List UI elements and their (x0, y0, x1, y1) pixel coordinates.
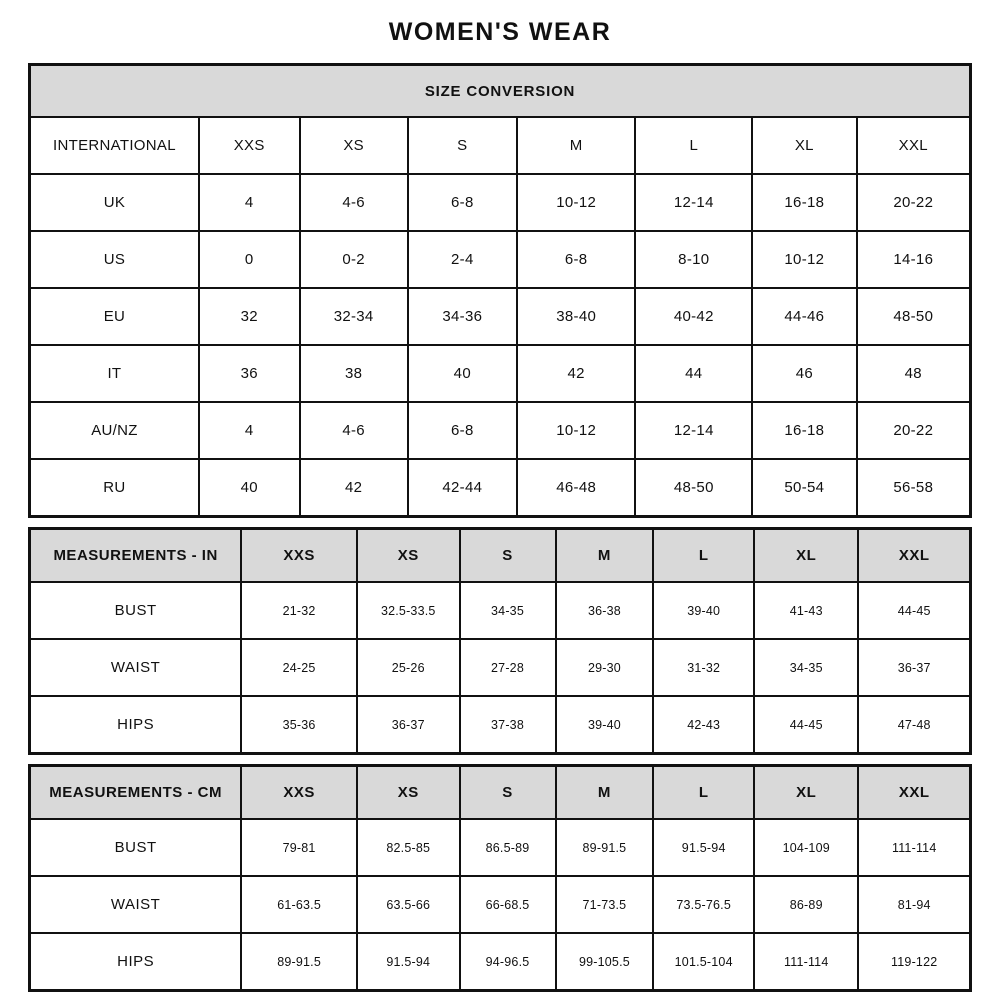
table-row (30, 288, 971, 345)
column-header: XXL (858, 529, 970, 583)
measurements-in-header-row (30, 529, 971, 583)
row-label: HIPS (30, 933, 242, 991)
measurement-cell: 91.5-94 (653, 819, 754, 876)
table-row (30, 639, 971, 696)
measurement-cell: 47-48 (858, 696, 970, 754)
table-row (30, 402, 971, 459)
size-cell: 10-12 (752, 231, 856, 288)
size-cell: XXL (857, 117, 971, 174)
measurement-cell: 36-38 (556, 582, 654, 639)
size-cell: 36 (199, 345, 300, 402)
measurement-cell: 37-38 (460, 696, 556, 754)
size-cell: 12-14 (635, 174, 752, 231)
size-cell: 38 (300, 345, 408, 402)
measurement-cell: 79-81 (241, 819, 357, 876)
column-header: M (556, 766, 654, 820)
measurement-cell: 119-122 (858, 933, 970, 991)
size-cell: 4 (199, 174, 300, 231)
column-header: XL (754, 529, 858, 583)
measurement-cell: 29-30 (556, 639, 654, 696)
size-cell: 44 (635, 345, 752, 402)
table-row (30, 696, 971, 754)
size-cell: 42-44 (408, 459, 517, 517)
row-label: RU (30, 459, 199, 517)
measurement-cell: 42-43 (653, 696, 754, 754)
measurement-cell: 86-89 (754, 876, 858, 933)
measurement-cell: 66-68.5 (460, 876, 556, 933)
size-cell: 12-14 (635, 402, 752, 459)
size-cell: 16-18 (752, 402, 856, 459)
column-header: S (460, 766, 556, 820)
size-cell: 10-12 (517, 174, 636, 231)
measurement-cell: 104-109 (754, 819, 858, 876)
measurement-cell: 91.5-94 (357, 933, 460, 991)
column-header: L (653, 529, 754, 583)
measurement-cell: 27-28 (460, 639, 556, 696)
measurement-cell: 71-73.5 (556, 876, 654, 933)
measurement-cell: 35-36 (241, 696, 357, 754)
measurement-cell: 111-114 (754, 933, 858, 991)
table-gap (28, 518, 972, 527)
column-header: XS (357, 766, 460, 820)
size-cell: 20-22 (857, 174, 971, 231)
measurement-cell: 41-43 (754, 582, 858, 639)
measurement-cell: 94-96.5 (460, 933, 556, 991)
measurements-cm-title: MEASUREMENTS - CM (30, 766, 242, 820)
measurement-cell: 25-26 (357, 639, 460, 696)
size-cell: 48-50 (635, 459, 752, 517)
measurement-cell: 36-37 (357, 696, 460, 754)
size-cell: 2-4 (408, 231, 517, 288)
measurement-cell: 31-32 (653, 639, 754, 696)
column-header: XL (754, 766, 858, 820)
size-cell: 4 (199, 402, 300, 459)
size-cell: 44-46 (752, 288, 856, 345)
measurement-cell: 73.5-76.5 (653, 876, 754, 933)
column-header: M (556, 529, 654, 583)
size-cell: 40 (408, 345, 517, 402)
size-cell: 6-8 (517, 231, 636, 288)
size-cell: 4-6 (300, 402, 408, 459)
size-cell: S (408, 117, 517, 174)
row-label: UK (30, 174, 199, 231)
size-cell: 6-8 (408, 174, 517, 231)
table-row (30, 231, 971, 288)
row-label: AU/NZ (30, 402, 199, 459)
size-cell: 0 (199, 231, 300, 288)
measurement-cell: 39-40 (653, 582, 754, 639)
size-cell: 46-48 (517, 459, 636, 517)
size-cell: 50-54 (752, 459, 856, 517)
table-row (30, 459, 971, 517)
column-header: S (460, 529, 556, 583)
size-cell: 6-8 (408, 402, 517, 459)
size-cell: XS (300, 117, 408, 174)
row-label: WAIST (30, 876, 242, 933)
size-cell: 48-50 (857, 288, 971, 345)
measurement-cell: 34-35 (460, 582, 556, 639)
table-row (30, 117, 971, 174)
size-cell: 10-12 (517, 402, 636, 459)
measurement-cell: 101.5-104 (653, 933, 754, 991)
column-header: XXS (241, 529, 357, 583)
row-label: US (30, 231, 199, 288)
measurement-cell: 99-105.5 (556, 933, 654, 991)
size-cell: 8-10 (635, 231, 752, 288)
measurements-cm-header-row (30, 766, 971, 820)
measurement-cell: 24-25 (241, 639, 357, 696)
size-cell: 16-18 (752, 174, 856, 231)
size-cell: 20-22 (857, 402, 971, 459)
row-label: IT (30, 345, 199, 402)
page-title: WOMEN'S WEAR (388, 18, 612, 46)
measurement-cell: 61-63.5 (241, 876, 357, 933)
measurement-cell: 34-35 (754, 639, 858, 696)
row-label: INTERNATIONAL (30, 117, 199, 174)
size-conversion-header-row (30, 65, 971, 118)
table-row (30, 876, 971, 933)
size-cell: 0-2 (300, 231, 408, 288)
size-cell: 38-40 (517, 288, 636, 345)
measurements-cm-table (28, 764, 972, 992)
size-cell: 48 (857, 345, 971, 402)
size-cell: XXS (199, 117, 300, 174)
table-row (30, 582, 971, 639)
measurement-cell: 36-37 (858, 639, 970, 696)
measurement-cell: 89-91.5 (556, 819, 654, 876)
measurement-cell: 89-91.5 (241, 933, 357, 991)
size-cell: 40-42 (635, 288, 752, 345)
size-cell: L (635, 117, 752, 174)
table-row (30, 174, 971, 231)
column-header: XXS (241, 766, 357, 820)
size-cell: 14-16 (857, 231, 971, 288)
row-label: EU (30, 288, 199, 345)
table-gap (28, 755, 972, 764)
measurement-cell: 39-40 (556, 696, 654, 754)
size-cell: 42 (517, 345, 636, 402)
measurements-in-title: MEASUREMENTS - IN (30, 529, 242, 583)
size-cell: 32-34 (300, 288, 408, 345)
measurement-cell: 86.5-89 (460, 819, 556, 876)
row-label: HIPS (30, 696, 242, 754)
row-label: WAIST (30, 639, 242, 696)
measurements-in-table (28, 527, 972, 755)
table-row (30, 819, 971, 876)
column-header: L (653, 766, 754, 820)
measurement-cell: 44-45 (754, 696, 858, 754)
row-label: BUST (30, 582, 242, 639)
measurement-cell: 21-32 (241, 582, 357, 639)
size-cell: 56-58 (857, 459, 971, 517)
measurement-cell: 82.5-85 (357, 819, 460, 876)
measurement-cell: 63.5-66 (357, 876, 460, 933)
row-label: BUST (30, 819, 242, 876)
size-cell: 40 (199, 459, 300, 517)
size-cell: 46 (752, 345, 856, 402)
measurement-cell: 81-94 (858, 876, 970, 933)
column-header: XS (357, 529, 460, 583)
column-header: XXL (858, 766, 970, 820)
measurement-cell: 32.5-33.5 (357, 582, 460, 639)
measurement-cell: 44-45 (858, 582, 970, 639)
size-cell: M (517, 117, 636, 174)
size-cell: 34-36 (408, 288, 517, 345)
table-row (30, 345, 971, 402)
size-cell: 4-6 (300, 174, 408, 231)
size-cell: 42 (300, 459, 408, 517)
size-conversion-table (28, 63, 972, 518)
measurement-cell: 111-114 (858, 819, 970, 876)
size-conversion-title: SIZE CONVERSION (30, 65, 971, 118)
size-cell: XL (752, 117, 856, 174)
size-cell: 32 (199, 288, 300, 345)
table-row (30, 933, 971, 991)
